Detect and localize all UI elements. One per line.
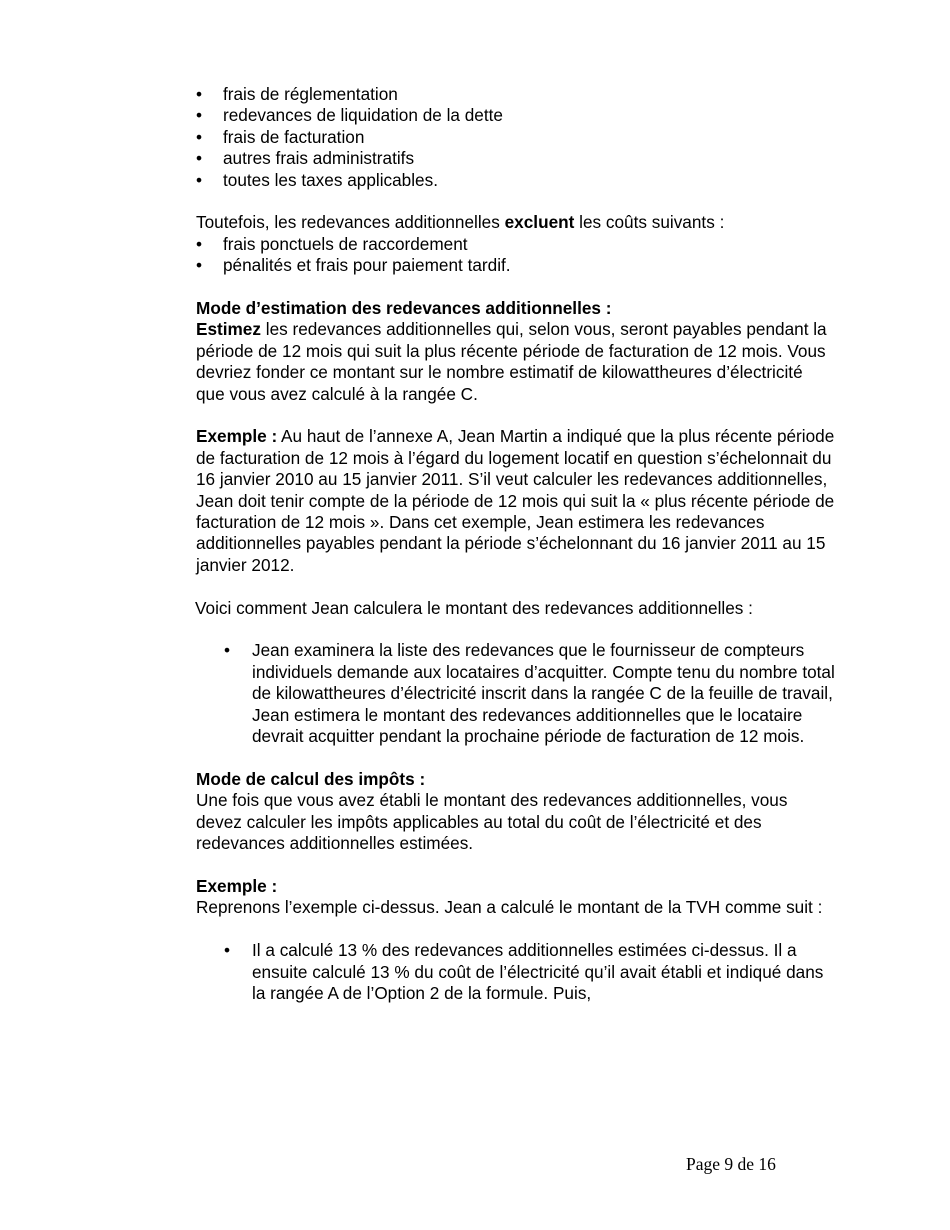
example2-heading: Exemple : [196, 875, 278, 896]
list-item: • Jean examinera la liste des redevances que le fournisseur de compteurs individuels demande aux locataires d’acquitter. Compte tenu du nombre total de kilowattheures d’électricité inscrit dans la rangée C de la feuille de travail, Jean estimera le montant des redevances additionnelles que le locataire devrait acquitter pendant la prochaine période de facturation de 12 mois. [224, 640, 836, 747]
list-item: • toutes les taxes applicables. [196, 170, 836, 191]
page-content [196, 84, 836, 1004]
list-item: • frais ponctuels de raccordement [196, 234, 836, 255]
list-item: • pénalités et frais pour paiement tardif. [196, 255, 836, 276]
example2-paragraph: Reprenons l’exemple ci-dessus. Jean a calculé le montant de la TVH comme suit : [196, 897, 823, 918]
estimation-paragraph: Estimez les redevances additionnelles qui, selon vous, seront payables pendant la période de 12 mois qui suit la plus récente période de facturation de 12 mois. Vous devriez fonder ce montant sur le nombre estimatif de kilowattheures d’électricité que vous avez calculé à la rangée C. [196, 319, 827, 404]
excluded-list [196, 234, 836, 277]
estimation-heading: Mode d’estimation des redevances additionnelles : [196, 298, 612, 319]
taxes-paragraph: Une fois que vous avez établi le montant des redevances additionnelles, vous devez calculer les impôts applicables au total du coût de l’électricité et des redevances additionnelles estimées. [196, 790, 788, 854]
taxes-heading: Mode de calcul des impôts : [196, 768, 426, 789]
list-item: • frais de facturation [196, 127, 836, 148]
list-item: • redevances de liquidation de la dette [196, 105, 836, 126]
exclusion-sentence: Toutefois, les redevances additionnelles excluent les coûts suivants : [196, 212, 725, 233]
calc-intro: Voici comment Jean calculera le montant des redevances additionnelles : [195, 597, 753, 618]
page-number: Page 9 de 16 [686, 1154, 776, 1174]
list-item: • frais de réglementation [196, 84, 836, 105]
calc-list [196, 640, 836, 747]
tax-list [196, 940, 836, 1004]
fee-list [196, 84, 836, 191]
list-item: • Il a calculé 13 % des redevances additionnelles estimées ci-dessus. Il a ensuite calculé 13 % du coût de l’électricité qu’il avait établi et indiqué dans la rangée A de l’Option 2 de la formule. Puis, [224, 940, 836, 1004]
list-item: • autres frais administratifs [196, 148, 836, 169]
example1-paragraph: Exemple : Au haut de l’annexe A, Jean Martin a indiqué que la plus récente période de facturation de 12 mois à l’égard du logement locatif en question s’échelonnait du 16 janvier 2010 au 15 janvier 2011. S’il veut calculer les redevances additionnelles, Jean doit tenir compte de la période de 12 mois qui suit la « plus récente période de facturation de 12 mois ». Dans cet exemple, Jean estimera les redevances additionnelles payables pendant la période s’échelonnant du 16 janvier 2011 au 15 janvier 2012. [196, 426, 835, 575]
